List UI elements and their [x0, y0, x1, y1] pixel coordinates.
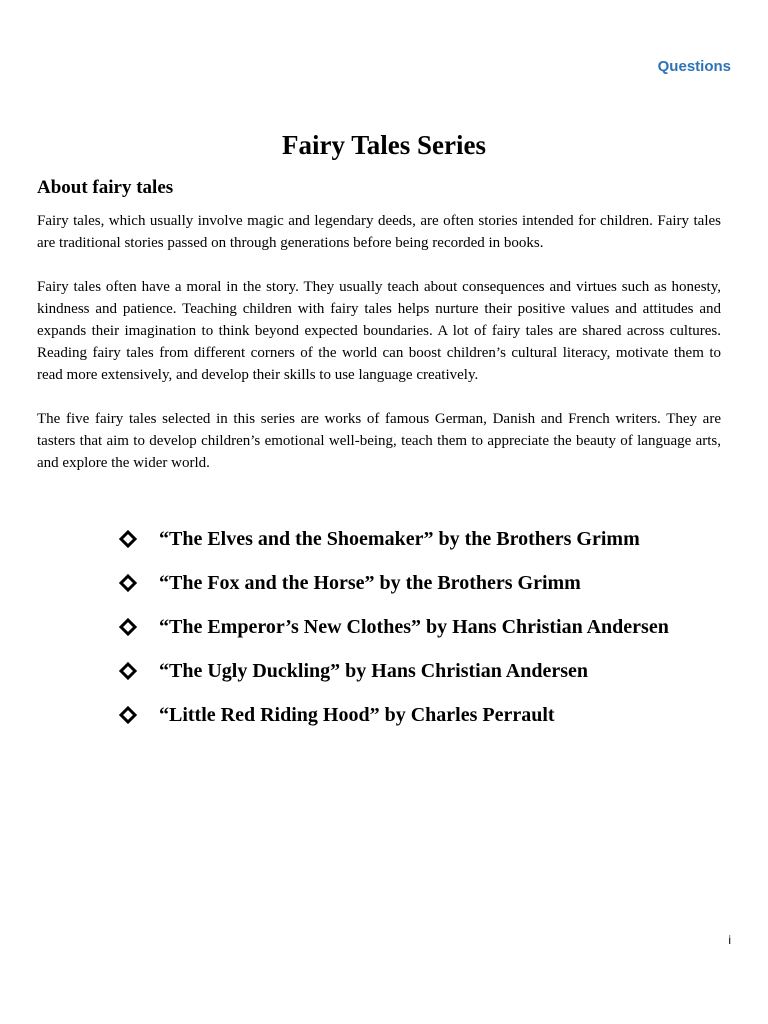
diamond-bullet-icon — [118, 617, 138, 637]
page-number: i — [728, 933, 731, 947]
story-title: “The Fox and the Horse” by the Brothers Grimm — [159, 572, 581, 594]
paragraph-series: The five fairy tales selected in this series are works of famous German, Danish and French writers. They are tasters that aim to develop children’s emotional well-being, teach them to appreciate the beauty of language arts, and explore the wider world. — [37, 411, 721, 471]
list-item — [118, 699, 669, 731]
page-title: Fairy Tales Series — [282, 130, 486, 160]
list-item — [118, 611, 669, 643]
list-item — [118, 567, 669, 599]
story-title: “Little Red Riding Hood” by Charles Perrault — [159, 704, 555, 726]
story-title: “The Ugly Duckling” by Hans Christian Andersen — [159, 660, 588, 682]
diamond-bullet-icon — [118, 573, 138, 593]
questions-link[interactable]: Questions — [657, 58, 731, 75]
diamond-bullet-icon — [118, 705, 138, 725]
paragraph-intro: Fairy tales, which usually involve magic and legendary deeds, are often stories intended for children. Fairy tales are traditional stories passed on through generations before being recorded in books. — [37, 213, 721, 251]
diamond-bullet-icon — [118, 661, 138, 681]
list-item — [118, 655, 669, 687]
paragraph-morals: Fairy tales often have a moral in the story. They usually teach about consequences and virtues such as honesty, kindness and patience. Teaching children with fairy tales helps nurture their positive values and attitudes and expands their imagination to think beyond expected boundaries. A lot of fairy tales are shared across cultures. Reading fairy tales from different corners of the world can boost children’s cultural literacy, motivate them to read more extensively, and develop their skills to use language creatively. — [37, 279, 721, 383]
story-title: “The Emperor’s New Clothes” by Hans Christian Andersen — [159, 616, 669, 638]
diamond-bullet-icon — [118, 529, 138, 549]
story-title: “The Elves and the Shoemaker” by the Brothers Grimm — [159, 528, 640, 550]
body-text — [37, 210, 721, 496]
list-item — [118, 523, 669, 555]
section-heading: About fairy tales — [37, 177, 174, 198]
story-list — [118, 523, 669, 743]
